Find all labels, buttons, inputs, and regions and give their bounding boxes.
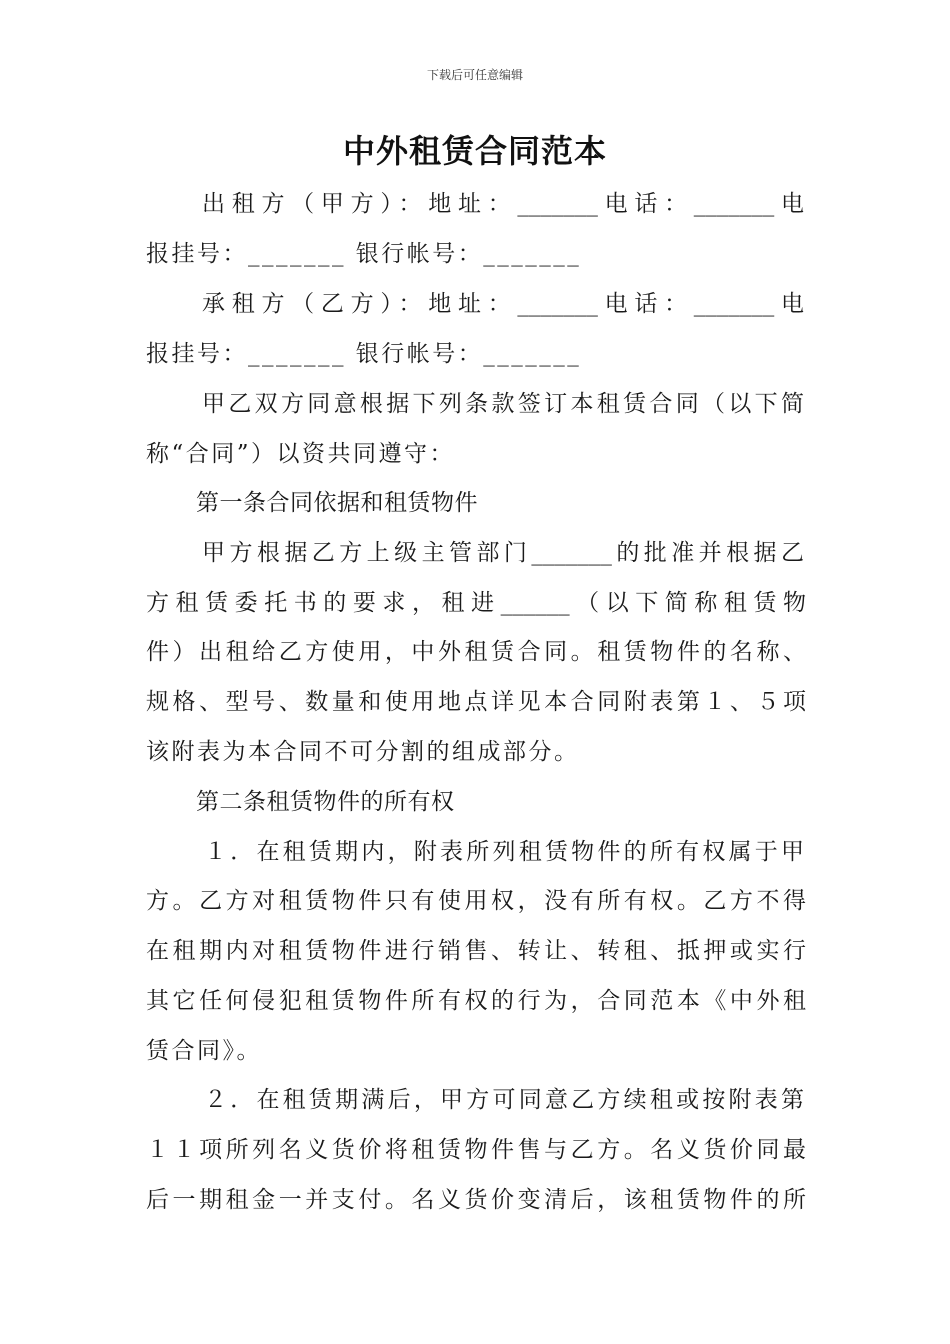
paragraph-line: 甲乙双方同意根据下列条款签订本租赁合同（以下简 [202, 391, 804, 417]
section-heading: 第一条合同依据和租赁物件 [196, 490, 478, 516]
paragraph-line: 在租期内对租赁物件进行销售、转让、转租、抵押或实行 [146, 938, 806, 964]
section-heading: 第二条租赁物件的所有权 [196, 789, 455, 815]
paragraph-line: 其它任何侵犯租赁物件所有权的行为，合同范本《中外租 [146, 988, 806, 1014]
paragraph-line: 件）出租给乙方使用，中外租赁合同。租赁物件的名称、 [146, 639, 806, 665]
paragraph-line: 方。乙方对租赁物件只有使用权，没有所有权。乙方不得 [146, 888, 806, 914]
paragraph-line: ２．在租赁期满后，甲方可同意乙方续租或按附表第 [204, 1087, 804, 1113]
paragraph-line: 后一期租金一并支付。名义货价变清后，该租赁物件的所 [146, 1187, 806, 1213]
paragraph-line: 该附表为本合同不可分割的组成部分。 [146, 739, 580, 765]
header-note: 下载后可任意编辑 [426, 68, 523, 82]
paragraph-line: 甲方根据乙方上级主管部门_______的批准并根据乙 [202, 540, 804, 566]
paragraph-line: 称“合同”）以资共同遵守： [146, 441, 456, 467]
paragraph-line: 承租方（乙方）：地址：_______电话：_______电 [202, 291, 804, 317]
document-title: 中外租赁合同范本 [342, 132, 607, 170]
paragraph-line: 赁合同》。 [146, 1038, 262, 1064]
paragraph-line: １１项所列名义货价将租赁物件售与乙方。名义货价同最 [146, 1137, 806, 1163]
paragraph-line: 报挂号：_______ 银行帐号：_______ [146, 341, 582, 367]
paragraph-line: 报挂号：_______ 银行帐号：_______ [146, 241, 582, 267]
paragraph-line: １．在租赁期内，附表所列租赁物件的所有权属于甲 [204, 839, 804, 865]
paragraph-line: 规格、型号、数量和使用地点详见本合同附表第１、５项 [146, 689, 806, 715]
paragraph-line: 出租方（甲方）：地址：_______电话：_______电 [202, 191, 804, 217]
paragraph-line: 方租赁委托书的要求，租进______（以下简称租赁物 [146, 590, 806, 616]
